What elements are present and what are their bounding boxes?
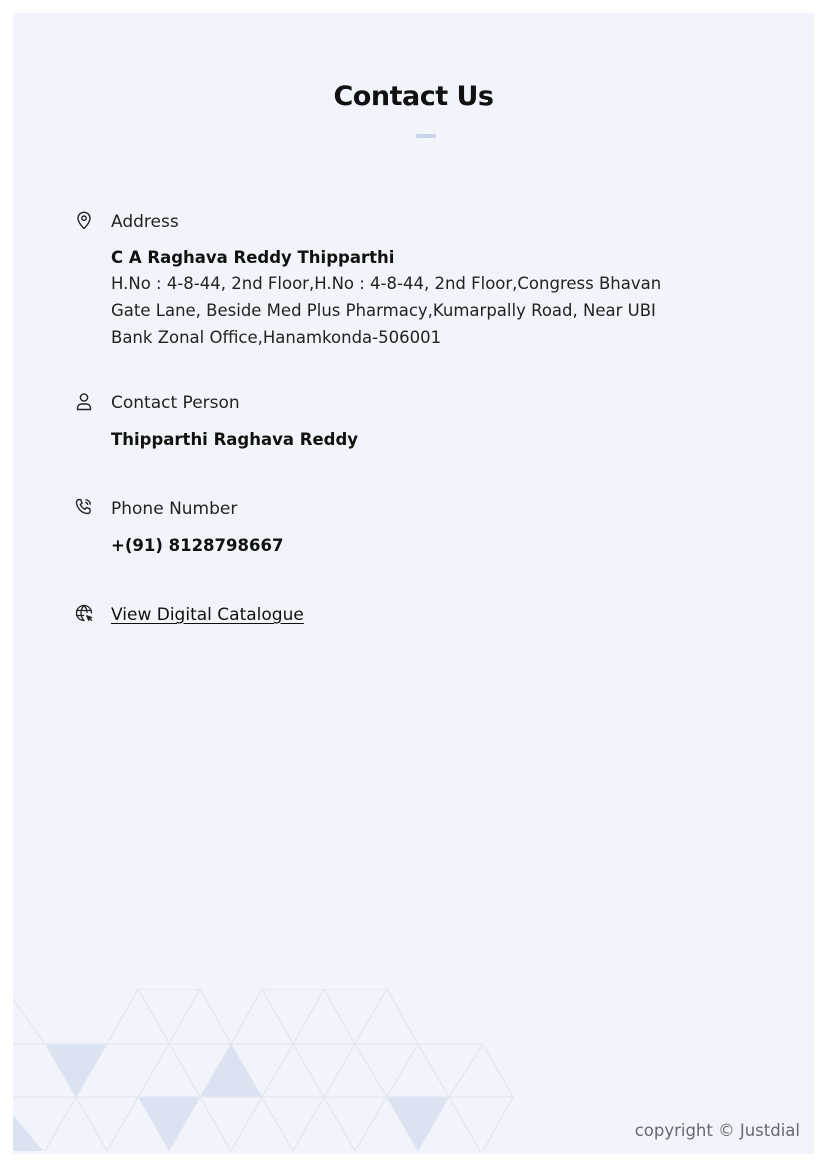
globe-cursor-icon	[74, 603, 94, 623]
contact-person-label: Contact Person	[111, 393, 240, 413]
title-underline	[416, 134, 436, 138]
person-icon	[74, 391, 94, 411]
copyright-text: copyright © Justdial	[634, 1121, 800, 1140]
phone-label: Phone Number	[111, 499, 238, 519]
contact-person-name: Thipparthi Raghava Reddy	[111, 430, 359, 449]
page-title: Contact Us	[333, 81, 494, 112]
address-business-name: C A Raghava Reddy Thipparthi	[111, 248, 395, 267]
triangle-pattern-decoration	[13, 989, 533, 1154]
view-digital-catalogue-link[interactable]: View Digital Catalogue	[111, 605, 304, 625]
phone-icon	[74, 497, 94, 517]
address-text: H.No : 4-8-44, 2nd Floor,H.No : 4-8-44, 2nd Floor,Congress Bhavan Gate Lane, Beside Med Plus Pharmacy,Kumarpally Road, Near UBI Bank Zonal Office,Hanamkonda-506001	[111, 274, 662, 347]
contact-page	[13, 13, 814, 1154]
phone-number[interactable]: +(91) 8128798667	[111, 536, 284, 555]
location-pin-icon	[74, 210, 94, 230]
address-label: Address	[111, 212, 179, 232]
